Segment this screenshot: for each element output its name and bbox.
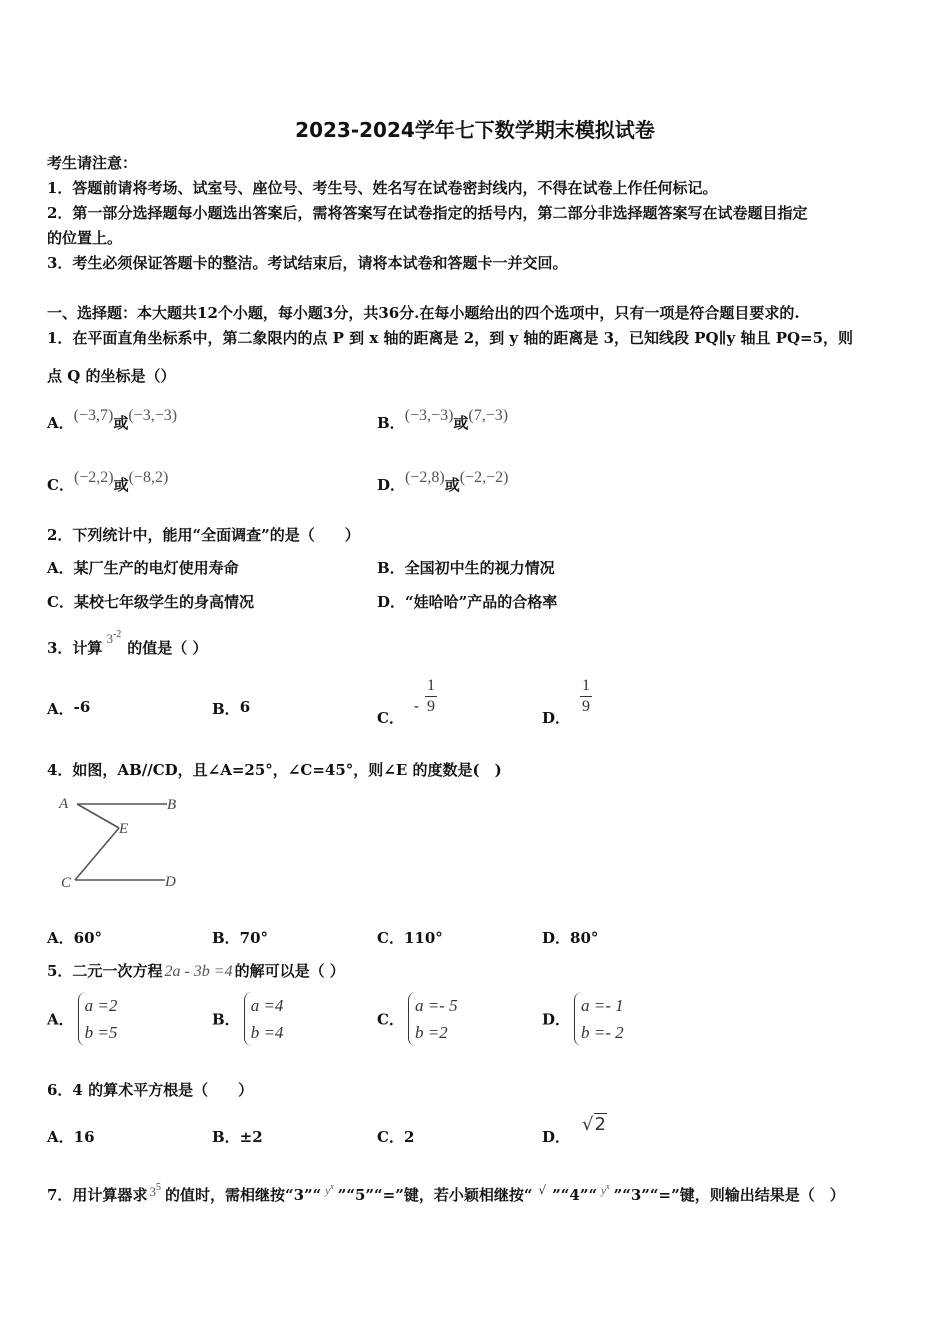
q4-option-d[interactable]: D．80° [542,929,599,947]
option-sign: - [413,696,420,715]
segment-ae [77,804,119,828]
q1-stem-line1: 1．在平面直角坐标系中，第二象限内的点 P 到 x 轴的距离是 2，到 y 轴的距离是 3，已知线段 PQ∥y 轴且 PQ=5，则 [47,329,854,347]
q3-base: 3 [106,631,113,646]
notice-item-2: 2．第一部分选择题每小题选出答案后，需将答案写在试卷指定的括号内，第二部分非选择题答案写在试卷题目指定 [47,204,808,222]
page-title: 2023-2024学年七下数学期末模拟试卷 [295,118,655,142]
option-value: (−2,−2) [459,469,509,486]
q5-option-c[interactable] [377,992,458,1046]
point-label-c: C [61,875,72,891]
key-yx-icon [325,1182,334,1204]
key-yx-sup: x [606,1182,610,1191]
q3-stem-pre: 3．计算 [47,639,103,657]
q5-option-a[interactable] [47,992,117,1046]
q2-option-d[interactable]: D．“娃哈哈”产品的合格率 [377,593,558,611]
system-line-2: b =2 [414,1023,448,1042]
option-label: C． [47,476,74,494]
q1-option-d[interactable] [377,466,509,494]
option-value: 6 [239,698,251,716]
q4-stem: 4．如图，AB//CD，且∠A=25°，∠C=45°，则∠E 的度数是( ) [47,761,502,779]
q2-stem: 2．下列统计中，能用“全面调查”的是（ ） [47,526,360,544]
option-value: (−3,7) [73,407,114,424]
option-value: (−2,2) [73,469,114,486]
option-value: -6 [73,698,91,716]
denominator: 9 [427,698,436,715]
point-label-d: D [165,874,176,890]
fraction [580,676,592,717]
q1-option-c[interactable] [47,466,169,494]
q7-text-3: ”“5”“=”键，若小颖相继按“ [337,1186,533,1204]
equation-system [78,992,118,1046]
key-yx-icon [601,1182,610,1204]
equation-system [408,992,458,1046]
point-label-e: E [119,821,129,837]
option-label: D． [542,1010,571,1029]
q4-option-c[interactable]: C．110° [377,929,443,947]
notice-heading: 考生请注意： [47,154,138,172]
q7-stem [47,1184,845,1205]
key-yx-sup: x [330,1182,334,1191]
square-root: √2 [582,1114,606,1135]
q7-text-1: 7．用计算器求 [47,1186,148,1204]
q3-option-a[interactable] [47,698,90,719]
segment-ec [75,828,119,880]
q5-stem [47,960,345,981]
q2-option-a[interactable]: A．某厂生产的电灯使用寿命 [47,559,239,577]
key-sqrt-icon: √ [538,1183,547,1197]
q4-option-b[interactable]: B．70° [212,929,269,947]
q6-stem: 6．4 的算术平方根是（ ） [47,1081,254,1099]
or-text: 或 [444,476,460,494]
system-line-1: a =4 [250,996,284,1015]
option-label: B． [377,414,405,432]
point-label-b: B [167,797,177,813]
q2-option-c[interactable]: C．某校七年级学生的身高情况 [47,593,254,611]
notice-item-2-cont: 的位置上。 [47,229,123,247]
equation-system [244,992,284,1046]
or-text: 或 [453,414,469,432]
q6-option-a[interactable]: A．16 [47,1128,95,1146]
q1-stem-line2: 点 Q 的坐标是（） [47,367,176,385]
q7-text-5: ”“3”“=”键，则输出结果是（ ） [613,1186,845,1204]
numerator: 1 [582,677,591,694]
numerator: 1 [427,677,436,694]
q3-stem-post: 的值是（ ） [127,639,208,657]
option-value: (7,−3) [468,407,509,424]
q3-stem [47,629,208,658]
q6-option-c[interactable]: C．2 [377,1128,415,1146]
q5-equation: 2a - 3b =4 [164,963,233,980]
q5-option-b[interactable] [212,992,283,1046]
option-label: A． [47,1010,74,1029]
q3-option-b[interactable] [212,698,250,719]
option-label: B． [212,1010,240,1029]
option-value: (−8,2) [128,469,169,486]
notice-item-3: 3．考生必须保证答题卡的整洁。考试结束后，请将本试卷和答题卡一并交回。 [47,254,568,272]
point-label-a: A [59,796,69,812]
q6-option-b[interactable]: B．±2 [212,1128,263,1146]
q4-option-a[interactable]: A．60° [47,929,103,947]
system-line-2: b =4 [250,1023,284,1042]
q5-option-d[interactable] [542,992,624,1046]
option-value: (−2,8) [405,469,445,486]
q7-text-2: 的值时，需相继按“3”“ [164,1186,322,1204]
system-line-2: b =- 2 [581,1023,624,1042]
option-label: D． [542,1128,571,1146]
q7-exponent: 5 [155,1182,161,1193]
or-text: 或 [113,414,129,432]
option-label: B． [212,700,240,718]
q2-option-b[interactable]: B．全国初中生的视力情况 [377,559,555,577]
q1-option-a[interactable] [47,404,178,432]
option-label: A． [47,700,74,718]
q3-option-c[interactable] [377,676,437,727]
system-line-1: a =- 1 [581,996,624,1015]
equation-system [574,992,624,1046]
q5-stem-pre: 5．二元一次方程 [47,962,163,980]
notice-item-1: 1．答题前请将考场、试室号、座位号、考生号、姓名写在试卷密封线内，不得在试卷上作任何标记。 [47,179,718,197]
q5-stem-post: 的解可以是（ ） [234,962,345,980]
section-heading: 一、选择题：本大题共12个小题，每小题3分，共36分.在每小题给出的四个选项中，只有一项是符合题目要求的. [47,304,800,322]
system-line-1: a =- 5 [414,996,458,1015]
system-line-2: b =5 [84,1023,118,1042]
key-yx-base: y [325,1185,331,1197]
option-label: A． [47,414,74,432]
option-label: D． [377,476,406,494]
or-text: 或 [113,476,129,494]
q6-option-d[interactable] [542,1114,607,1146]
radicand: 2 [594,1114,606,1135]
q3-option-d[interactable] [542,676,592,727]
denominator: 9 [582,698,591,715]
option-label: D． [542,708,571,727]
fraction [425,676,437,717]
option-value: (−3,−3) [404,407,454,424]
system-line-1: a =2 [84,996,118,1015]
option-label: C． [377,1010,404,1029]
q4-figure [55,790,195,895]
key-yx-base: y [601,1185,607,1197]
q7-text-4: ”“4”“ [552,1186,598,1204]
q3-exponent: -2 [112,629,122,640]
option-label: C． [377,708,404,727]
q1-option-b[interactable] [377,404,509,432]
option-value: (−3,−3) [128,407,178,424]
q7-base: 3 [149,1184,156,1199]
